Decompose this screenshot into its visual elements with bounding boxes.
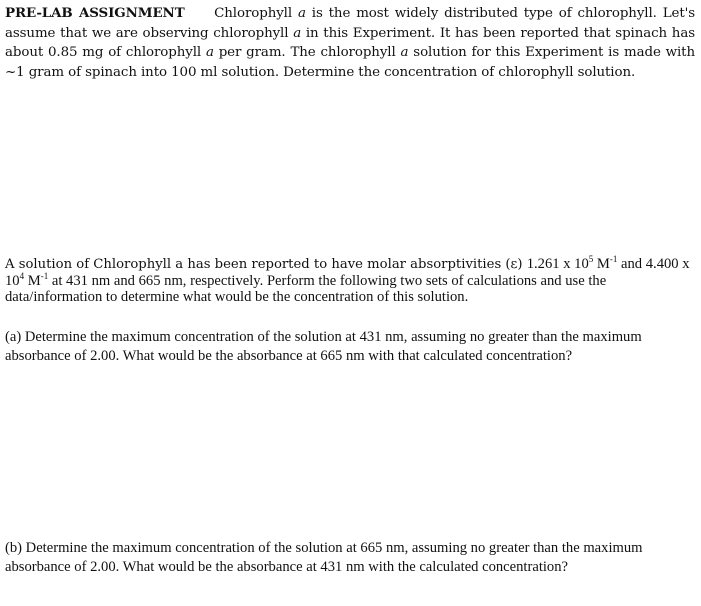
intro-italic-a-4: a [400,45,409,60]
intro-italic-a-3: a [205,45,214,60]
prelab-heading: PRE-LAB ASSIGNMENT [5,5,185,21]
solution-text-5: M [24,273,41,289]
intro-text-2: is the most widely distributed type of chlorophyll. Let's assume that we are observing chlorophyll [5,6,695,41]
intro-text-3: in this Experiment. It has been reported that spinach has about 0.85 mg of chlorophyll [5,25,695,60]
prelab-intro-paragraph [5,4,695,82]
intro-text-1: Chlorophyll [214,6,298,21]
exponent-2: -1 [609,254,618,264]
intro-text-5: solution for this Experiment is made with ~1 gram of spinach into 100 ml solution. Determine the concentration of chlorophyll solution. [5,45,695,80]
question-a: (a) Determine the maximum concentration of the solution at 431 nm, assuming no greater than the maximum absorbance of 2.00. What would be the absorbance at 665 nm with that calculated concentration? [5,329,642,364]
intro-text-4: per gram. The chlorophyll [213,45,401,60]
solution-text-2: 1.261 x 10 [526,256,589,272]
exponent-3: 4 [19,271,25,281]
solution-paragraph [5,256,695,305]
solution-text-6: at 431 nm and 665 nm, respectively. Perform the following two sets of calculations and use the data/information to determine what would be the concentration of this solution. [5,273,607,305]
solution-text-4: and 4.400 x 10 [5,256,690,289]
question-b: (b) Determine the maximum concentration of the solution at 665 nm, assuming no greater than the maximum absorbance of 2.00. What would be the absorbance at 431 nm with the calculated concentration? [5,540,643,575]
solution-text-1: A solution of Chlorophyll a has been reported to have molar absorptivities (ε) [5,257,527,272]
solution-text-3: M [593,256,610,272]
exponent-4: -1 [40,271,49,281]
intro-italic-a-1: a [297,6,306,21]
intro-italic-a-2: a [293,25,302,41]
exponent-1: 5 [588,254,594,264]
